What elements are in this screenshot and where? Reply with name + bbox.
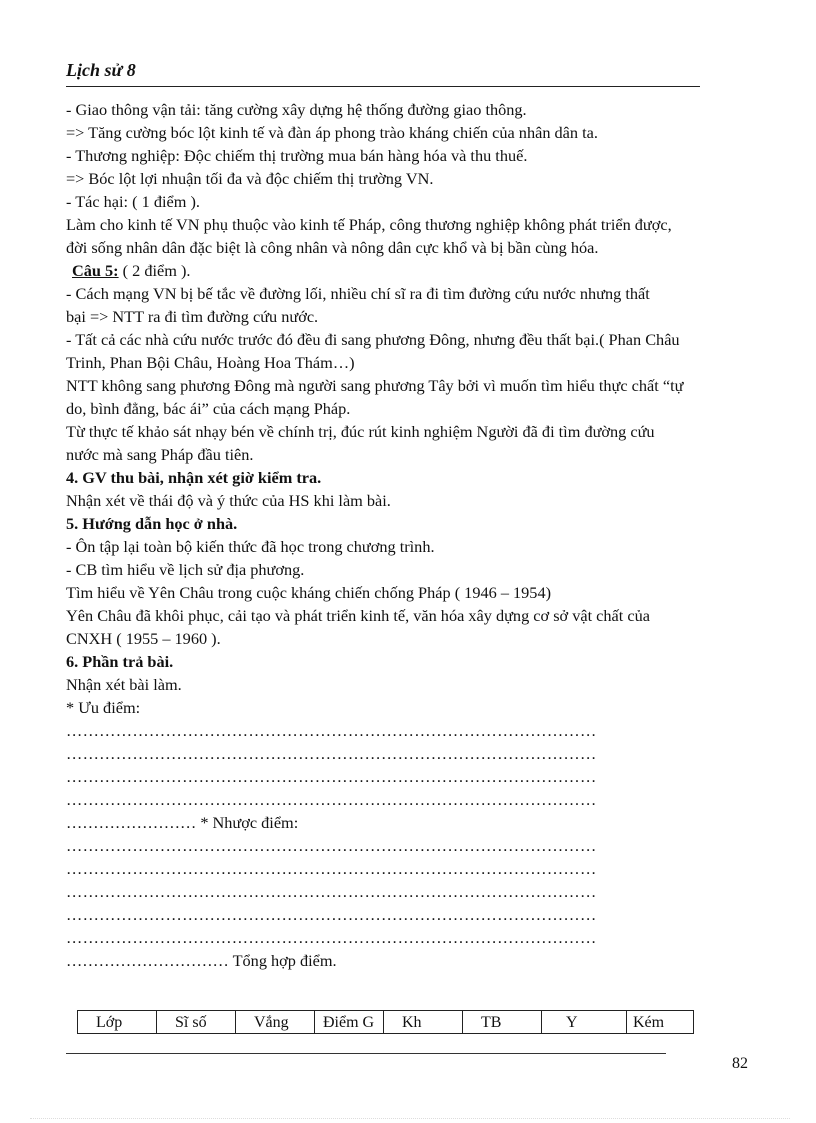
text-line: - Ôn tập lại toàn bộ kiến thức đã học trong chương trình. xyxy=(66,537,435,556)
grade-table xyxy=(77,1010,694,1034)
dotted-line: …………………………………………………………………………………… xyxy=(66,905,597,924)
text-line: - CB tìm hiểu về lịch sử địa phương. xyxy=(66,560,305,579)
table-header-cell: Kém xyxy=(627,1011,694,1034)
text-paragraph: Yên Châu đã khôi phục, cải tạo và phát triển kinh tế, văn hóa xây dựng cơ sở vật chất của CNXH ( 1955 – 1960 ). xyxy=(66,606,650,648)
page-header xyxy=(66,60,700,87)
page-number: 82 xyxy=(732,1055,748,1072)
text-paragraph: Làm cho kinh tế VN phụ thuộc vào kinh tế Pháp, công thương nghiệp không phát triển được, đời sống nhân dân đặc biệt là công nhân và nông dân cực khổ và bị bần cùng hóa. xyxy=(66,215,672,257)
question-label: Câu 5: xyxy=(72,261,119,280)
dotted-line: …………………………………………………………………………………… xyxy=(66,836,597,855)
text-line: Tìm hiểu về Yên Châu trong cuộc kháng chiến chống Pháp ( 1946 – 1954) xyxy=(66,583,552,602)
text-line: * Ưu điểm: xyxy=(66,698,141,717)
dotted-line: …………………………………………………………………………………… xyxy=(66,721,597,740)
dotted-line: …………………………………………………………………………………… xyxy=(66,928,597,947)
dotted-segment: …………………… xyxy=(66,813,197,832)
question-heading xyxy=(66,259,706,282)
text-paragraph: - Tất cả các nhà cứu nước trước đó đều đi sang phương Đông, nhưng đều thất bại.( Phan Châu Trinh, Phan Bội Châu, Hoàng Hoa Thám…) xyxy=(66,330,680,372)
weakness-label: * Nhược điểm: xyxy=(196,813,299,832)
text-line: Nhận xét bài làm. xyxy=(66,675,182,694)
table-header-cell: Y xyxy=(542,1011,627,1034)
header-title: Lịch sử 8 xyxy=(66,60,136,80)
question-points: ( 2 điểm ). xyxy=(118,261,191,280)
dotted-line: …………………………………………………………………………………… xyxy=(66,767,597,786)
table-header-cell: Vắng xyxy=(236,1011,315,1034)
dotted-line: …………………………………………………………………………………… xyxy=(66,859,597,878)
text-line: - Tác hại: ( 1 điểm ). xyxy=(66,192,200,211)
section-heading-5: 5. Hướng dẫn học ở nhà. xyxy=(66,514,238,533)
text-paragraph: NTT không sang phương Đông mà người sang phương Tây bởi vì muốn tìm hiểu thực chất “tự do, bình đẳng, bác ái” của cách mạng Pháp. xyxy=(66,376,684,418)
weakness-line xyxy=(66,811,706,834)
dotted-line: …………………………………………………………………………………… xyxy=(66,882,597,901)
document-body xyxy=(66,98,706,972)
text-line: => Tăng cường bóc lột kinh tế và đàn áp phong trào kháng chiến của nhân dân ta. xyxy=(66,123,598,142)
section-heading-6: 6. Phần trả bài. xyxy=(66,652,174,671)
page-bottom-border xyxy=(30,1118,790,1119)
text-line: - Thương nghiệp: Độc chiếm thị trường mua bán hàng hóa và thu thuế. xyxy=(66,146,528,165)
section-heading-4: 4. GV thu bài, nhận xét giờ kiểm tra. xyxy=(66,468,322,487)
footer-divider xyxy=(66,1053,666,1054)
table-header-cell: TB xyxy=(463,1011,542,1034)
table-header-cell: Sĩ số xyxy=(157,1011,236,1034)
table-row xyxy=(78,1011,694,1034)
text-line: => Bóc lột lợi nhuận tối đa và độc chiếm thị trường VN. xyxy=(66,169,434,188)
dotted-segment: ………………………… xyxy=(66,951,229,970)
dotted-line: …………………………………………………………………………………… xyxy=(66,744,597,763)
text-paragraph: - Cách mạng VN bị bế tắc về đường lối, nhiều chí sĩ ra đi tìm đường cứu nước nhưng thất bại => NTT ra đi tìm đường cứu nước. xyxy=(66,284,650,326)
summary-label: Tổng hợp điểm. xyxy=(228,951,337,970)
summary-line xyxy=(66,949,706,972)
text-line: Nhận xét về thái độ và ý thức của HS khi làm bài. xyxy=(66,491,391,510)
dotted-line: …………………………………………………………………………………… xyxy=(66,790,597,809)
table-header-cell: Điểm G xyxy=(315,1011,384,1034)
text-line: - Giao thông vận tải: tăng cường xây dựng hệ thống đường giao thông. xyxy=(66,100,527,119)
table-header-cell: Kh xyxy=(384,1011,463,1034)
table-header-cell: Lớp xyxy=(78,1011,157,1034)
text-paragraph: Từ thực tế khảo sát nhạy bén về chính trị, đúc rút kinh nghiệm Người đã đi tìm đường cứu nước mà sang Pháp đầu tiên. xyxy=(66,422,655,464)
